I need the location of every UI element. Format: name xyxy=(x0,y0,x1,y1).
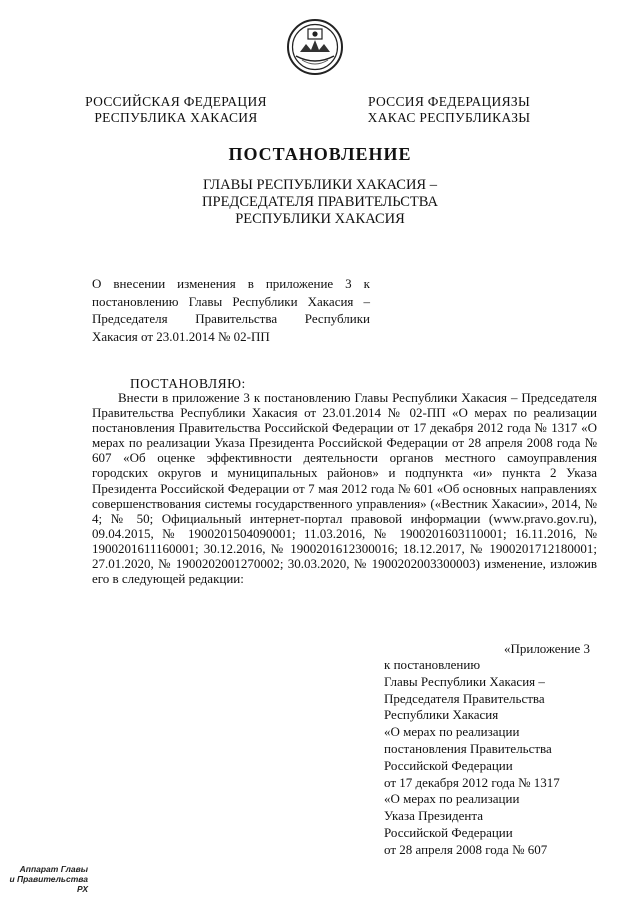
header-right-line-1: РОССИЯ ФЕДЕРАЦИЯЗЫ xyxy=(367,94,531,109)
header-left-line-2: РЕСПУБЛИКА ХАКАСИЯ xyxy=(94,110,258,125)
stamp-line-1: Аппарат Главы xyxy=(19,864,88,874)
document-subject: О внесении изменения в приложение 3 к постановлению Главы Республики Хакасия – Председателя Правительства Республики Хакасия от 23.01.2014 № 02-ПП xyxy=(92,276,370,344)
annex-block xyxy=(384,657,604,859)
stamp-line-2: и Правительства РХ xyxy=(9,874,88,894)
annex-line: Российской Федерации xyxy=(384,824,513,840)
annex-line: Указа Президента xyxy=(384,808,483,824)
coat-of-arms-emblem xyxy=(286,18,344,76)
annex-line: Республики Хакасия xyxy=(384,707,499,723)
document-subtitle xyxy=(160,177,480,228)
decree-word: ПОСТАНОВЛЯЮ: xyxy=(130,376,246,391)
annex-title: «Приложение 3 xyxy=(503,641,590,656)
document-title: ПОСТАНОВЛЕНИЕ xyxy=(228,144,412,164)
subtitle-line-1: ГЛАВЫ РЕСПУБЛИКИ ХАКАСИЯ – xyxy=(203,177,437,193)
annex-line: Главы Республики Хакасия – xyxy=(384,673,545,689)
subtitle-line-3: РЕСПУБЛИКИ ХАКАСИЯ xyxy=(235,211,405,227)
annex-line: постановления Правительства xyxy=(384,740,552,756)
annex-line: к постановлению xyxy=(384,657,481,672)
annex-line: от 28 апреля 2008 года № 607 xyxy=(384,841,548,857)
body-paragraph: Внести в приложение 3 к постановлению Главы Республики Хакасия – Председателя Правительства Республики Хакасия от 23.01.2014 № 02-ПП «О мерах по реализации постановления Правительства Российской Федерации от 17 декабря 2012 года № 1317 «О мерах по реализации Указа Президента Российской Федерации от 28 апреля 2008 года № 607 «Об оценке эффективности деятельности органов местного самоуправления городских округов и муниципальных районов» и подпункта «и» пункта 2 Указа Президента Российской Федерации от 7 мая 2012 года № 601 «Об основных направлениях совершенствования системы государственного управления» («Вестник Хакасии», 2014, № 4; № 50; Официальный интернет-портал правовой информации (www.pravo.gov.ru), 09.04.2015, № 1900201504090001; 11.03.2016, № 1900201603110001; 16.11.2016, № 1900201611160001; 30.12.2016, № 1900201612300016; 18.12.2017, № 1900201712180001; 27.01.2020, № 1900202001270002; 30.03.2020, № 1900202003300003) изменение, изложив его в следующей редакции: xyxy=(92,390,597,587)
header-left xyxy=(78,94,274,126)
header-left-line-1: РОССИЙСКАЯ ФЕДЕРАЦИЯ xyxy=(85,94,267,109)
annex-line: Председателя Правительства xyxy=(384,690,545,706)
annex-line: «О мерах по реализации xyxy=(384,724,520,740)
header-right xyxy=(350,94,548,126)
header-right-line-2: ХАКАС РЕСПУБЛИКАЗЫ xyxy=(367,110,531,125)
annex-line: Российской Федерации xyxy=(384,757,513,773)
office-stamp xyxy=(6,864,88,894)
annex-line: «О мерах по реализации xyxy=(384,791,520,807)
subtitle-line-2: ПРЕДСЕДАТЕЛЯ ПРАВИТЕЛЬСТВА xyxy=(202,194,438,210)
annex-line: от 17 декабря 2012 года № 1317 xyxy=(384,774,560,790)
